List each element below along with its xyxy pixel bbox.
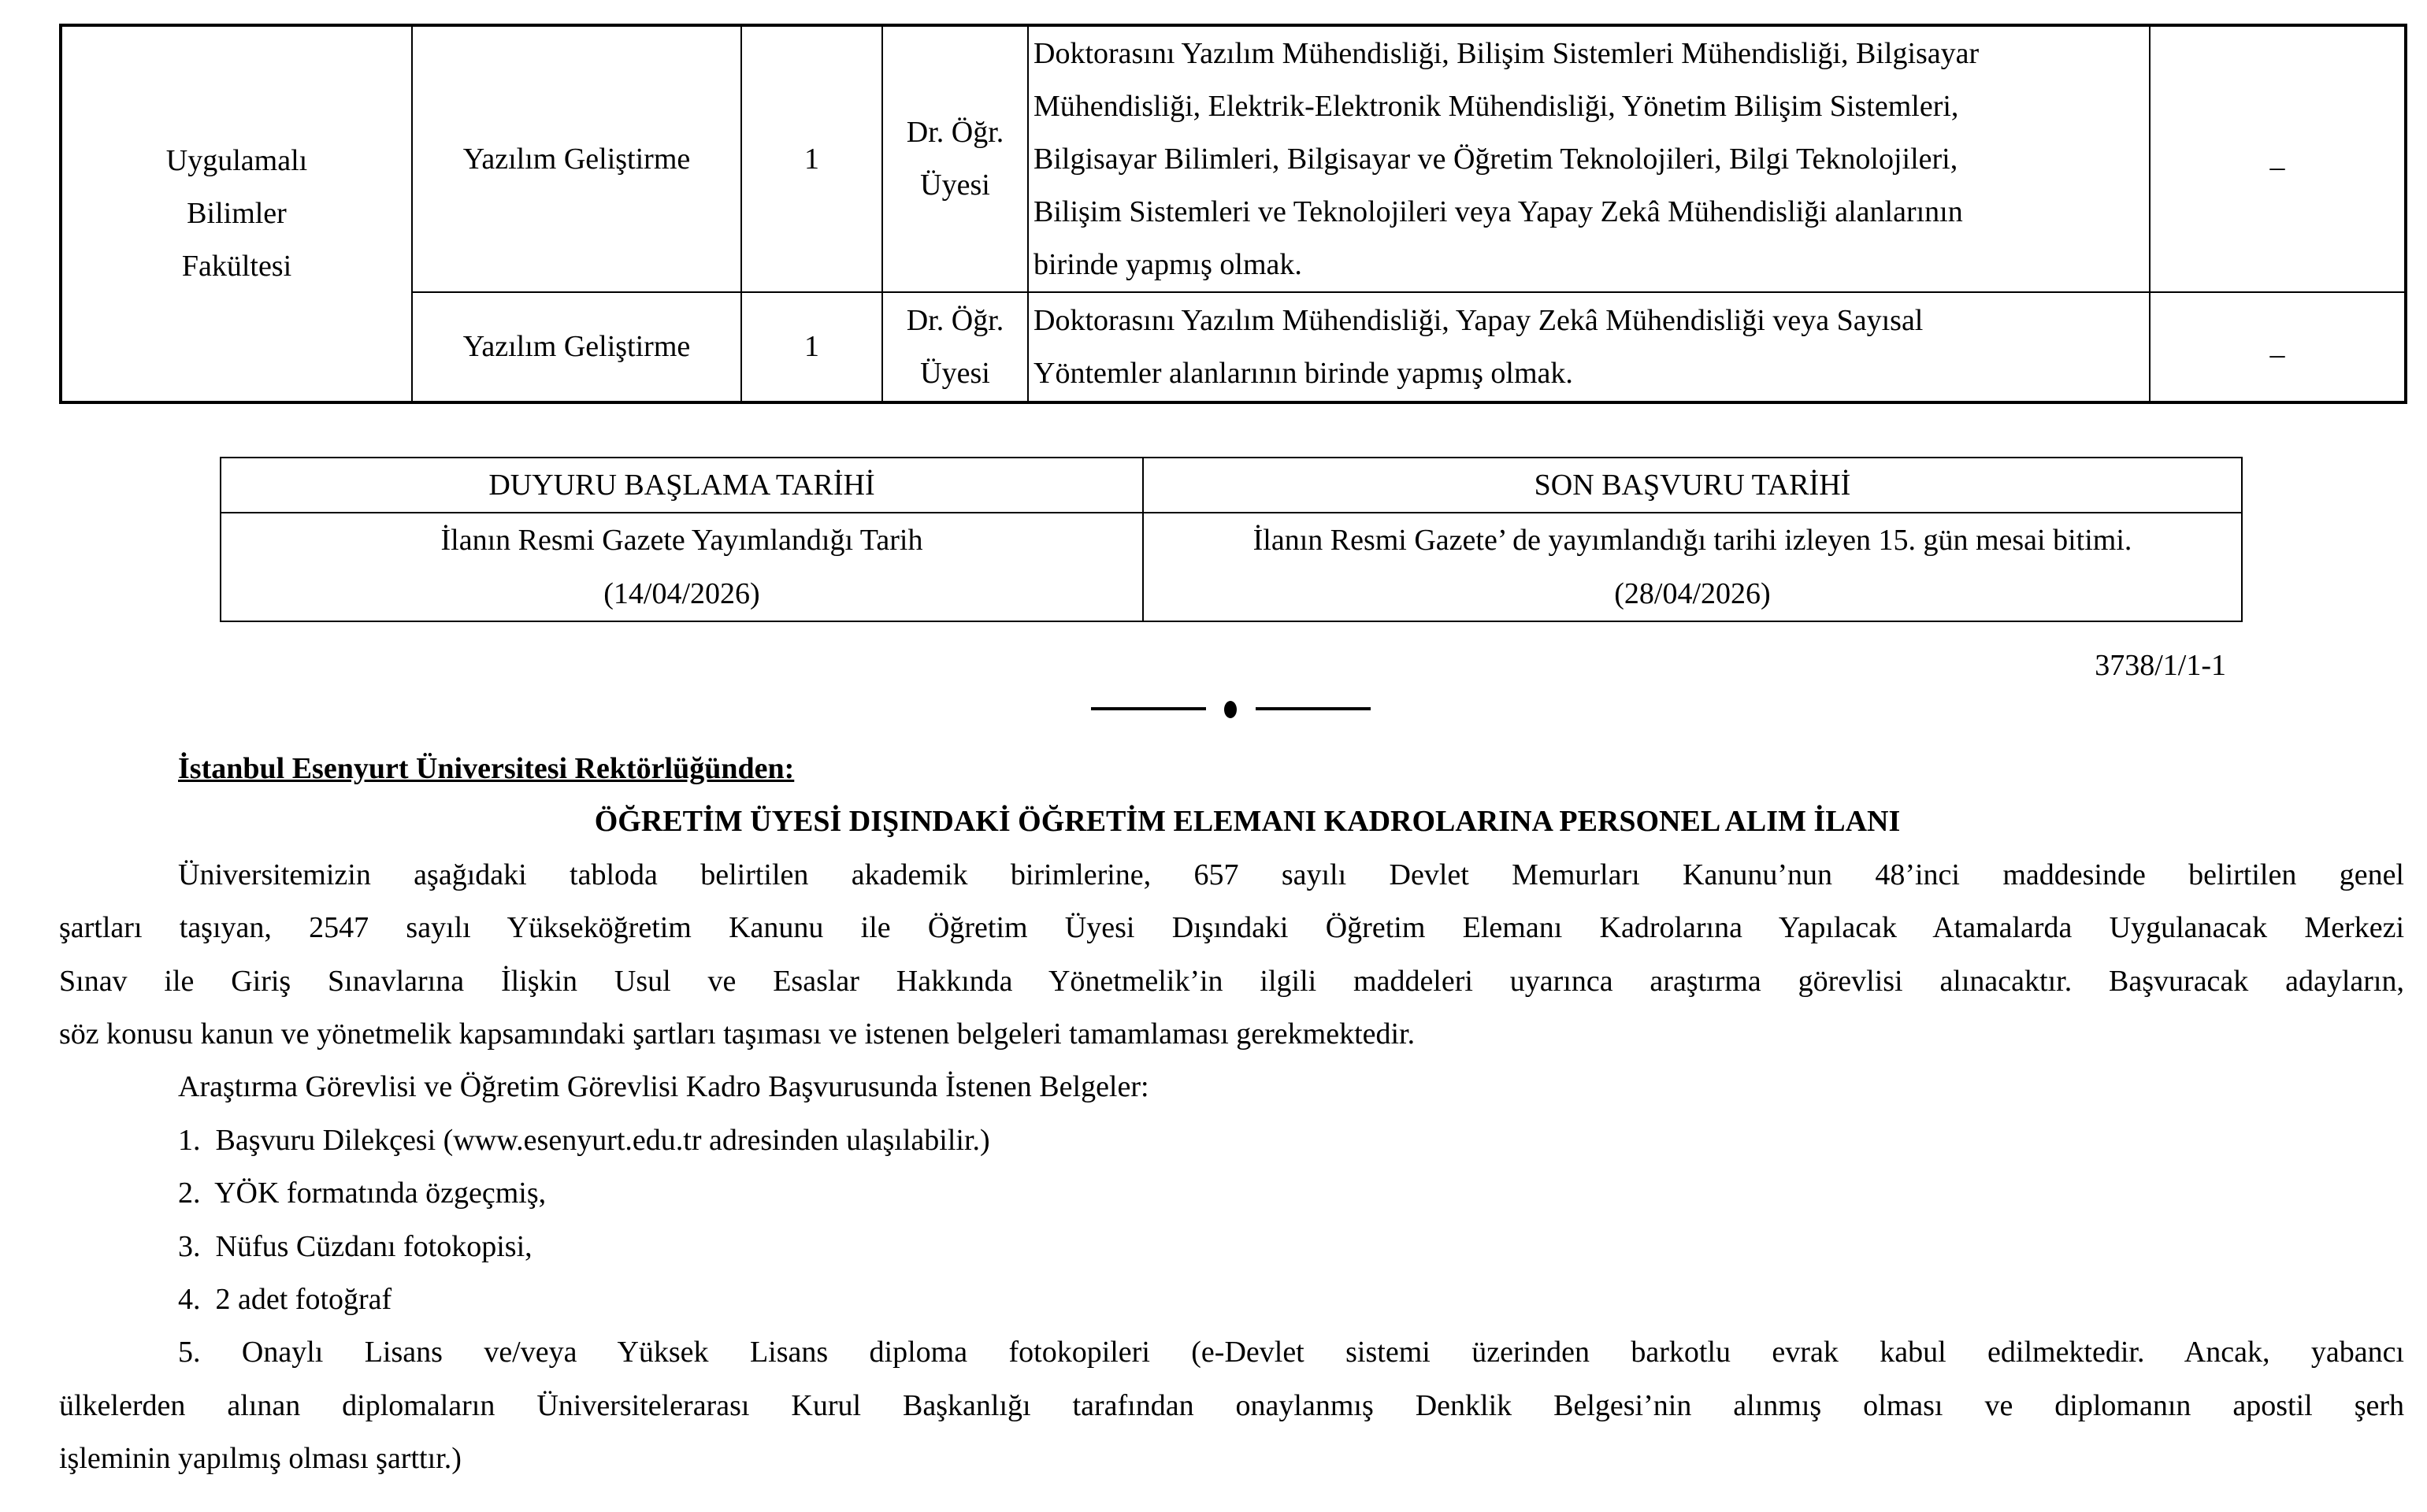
document-item-5-line: 5. Onaylı Lisans ve/veya Yüksek Lisans diploma fotokopileri (e-Devlet sistemi üzerinden barkotlu evrak kabul edilmektedir. Ancak, yabancı bbox=[178, 1336, 2404, 1369]
requirement-line: Doktorasını Yazılım Mühendisliği, Bilişim Sistemleri Mühendisliği, Bilgisayar bbox=[1034, 36, 1980, 70]
separator-dot bbox=[1224, 701, 1237, 718]
note-cell: – bbox=[2150, 25, 2406, 292]
department-cell: Yazılım Geliştirme bbox=[412, 25, 741, 292]
document-item-5-line: ülkelerden alınan diplomaların Üniversitelerarası Kurul Başkanlığı tarafından onaylanmış Denklik Belgesi’nin alınmış olması ve diplomanın apostil şerh bbox=[59, 1388, 2404, 1422]
document-item: 4. 2 adet fotoğraf bbox=[178, 1282, 392, 1316]
document-item-5-line: işleminin yapılmış olması şarttır.) bbox=[59, 1442, 462, 1476]
documents-heading: Araştırma Görevlisi ve Öğretim Görevlisi Kadro Başvurusunda İstenen Belgeler: bbox=[178, 1070, 1149, 1104]
start-date: (14/04/2026) bbox=[603, 577, 760, 610]
document-item: 1. Başvuru Dilekçesi (www.esenyurt.edu.tr adresinden ulaşılabilir.) bbox=[178, 1123, 990, 1157]
positions-table bbox=[59, 24, 2407, 404]
intro-line: Sınav ile Giriş Sınavlarına İlişkin Usul ve Esaslar Hakkında Yönetmelik’in ilgili maddeleri uyarınca araştırma görevlisi alınacaktır. Başvuracak adayların, bbox=[59, 964, 2404, 998]
announcement-title: ÖĞRETİM ÜYESİ DIŞINDAKİ ÖĞRETİM ELEMANI KADROLARINA PERSONEL ALIM İLANI bbox=[594, 805, 1901, 839]
requirements-cell bbox=[1028, 292, 2150, 402]
count-cell: 1 bbox=[741, 292, 882, 402]
requirement-line: Bilgisayar Bilimleri, Bilgisayar ve Öğretim Teknolojileri, Bilgi Teknolojileri, bbox=[1034, 142, 1958, 176]
reference-number: 3738/1/1-1 bbox=[2095, 649, 2226, 682]
table-row bbox=[221, 458, 2242, 513]
document-item: 2. YÖK formatında özgeçmiş, bbox=[178, 1177, 547, 1210]
title-cell: Dr. Öğr. Üyesi bbox=[882, 25, 1028, 292]
separator-line bbox=[1256, 707, 1371, 710]
requirement-line: Mühendisliği, Elektrik-Elektronik Mühendisliği, Yönetim Bilişim Sistemleri, bbox=[1034, 89, 1959, 123]
intro-line: söz konusu kanun ve yönetmelik kapsamındaki şartları taşıması ve istenen belgeleri tamamlaması gerekmektedir. bbox=[59, 1017, 1416, 1051]
institution-heading: İstanbul Esenyurt Üniversitesi Rektörlüğünden: bbox=[178, 752, 795, 785]
intro-line: şartları taşıyan, 2547 sayılı Yükseköğretim Kanunu ile Öğretim Üyesi Dışındaki Öğretim Elemanı Kadrolarına Yapılacak Atamalarda Uygulanacak Merkezi bbox=[59, 911, 2404, 945]
start-text: İlanın Resmi Gazete Yayımlandığı Tarih bbox=[440, 524, 923, 557]
start-header: DUYURU BAŞLAMA TARİHİ bbox=[221, 458, 1143, 513]
faculty-cell: Uygulamalı Bilimler Fakültesi bbox=[61, 25, 412, 402]
announcement-body bbox=[59, 743, 2404, 1485]
requirement-line: Doktorasını Yazılım Mühendisliği, Yapay Zekâ Mühendisliği veya Sayısal bbox=[1034, 303, 1924, 337]
dates-table bbox=[220, 457, 2243, 622]
start-cell bbox=[221, 513, 1143, 621]
department-cell: Yazılım Geliştirme bbox=[412, 292, 741, 402]
note-cell: – bbox=[2150, 292, 2406, 402]
title-cell: Dr. Öğr. Üyesi bbox=[882, 292, 1028, 402]
end-date: (28/04/2026) bbox=[1614, 577, 1771, 610]
table-row bbox=[61, 292, 2406, 402]
requirements-cell bbox=[1028, 25, 2150, 292]
requirement-line: Bilişim Sistemleri ve Teknolojileri veya Yapay Zekâ Mühendisliği alanlarının bbox=[1034, 195, 1963, 228]
requirement-line: Yöntemler alanlarının birinde yapmış olmak. bbox=[1034, 356, 1573, 390]
table-row bbox=[61, 25, 2406, 292]
separator-line bbox=[1091, 707, 1206, 710]
end-cell bbox=[1143, 513, 2242, 621]
document-item: 3. Nüfus Cüzdanı fotokopisi, bbox=[178, 1229, 533, 1263]
count-cell: 1 bbox=[741, 25, 882, 292]
end-text: İlanın Resmi Gazete’ de yayımlandığı tarihi izleyen 15. gün mesai bitimi. bbox=[1252, 524, 2132, 557]
intro-line: Üniversitemizin aşağıdaki tabloda belirtilen akademik birimlerine, 657 sayılı Devlet Memurları Kanunu’nun 48’inci maddesinde belirtilen genel bbox=[178, 858, 2404, 891]
requirement-line: birinde yapmış olmak. bbox=[1034, 247, 1302, 281]
end-header: SON BAŞVURU TARİHİ bbox=[1143, 458, 2242, 513]
table-row bbox=[221, 513, 2242, 621]
